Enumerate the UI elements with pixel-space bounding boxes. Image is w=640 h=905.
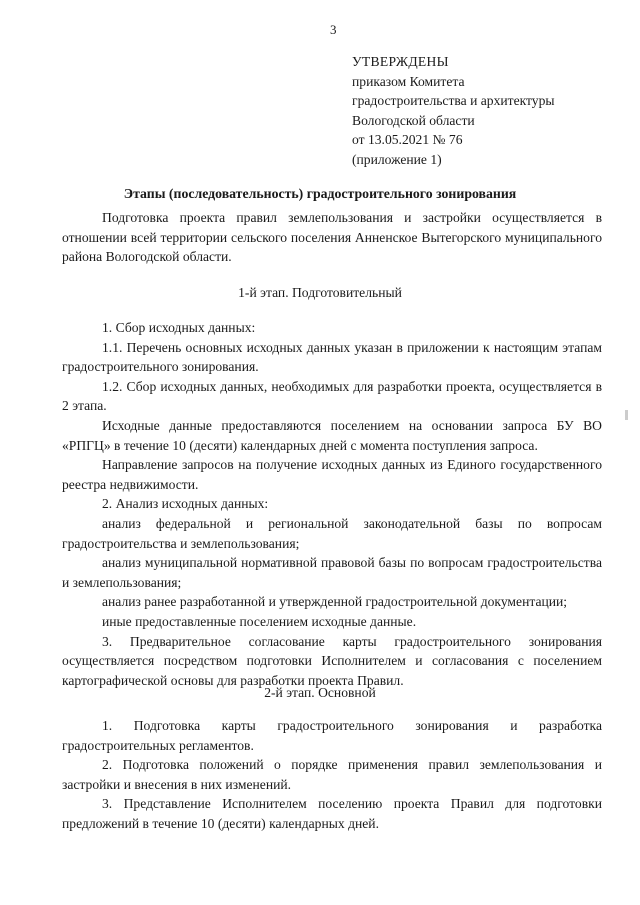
paragraph: 1. Сбор исходных данных:: [102, 320, 256, 335]
paragraph: 2. Анализ исходных данных:: [102, 496, 269, 512]
stage2-body: [62, 716, 602, 834]
approval-line: градостроительства и архитектуры: [352, 93, 555, 108]
stage1-heading: 1-й этап. Подготовительный: [238, 285, 402, 300]
approval-line: от 13.05.2021 № 76: [352, 132, 463, 147]
paragraph: анализ федеральной и региональной законодательной базы по вопросам градостроительства и землепользования;: [62, 515, 602, 551]
paragraph: 1.1. Перечень основных исходных данных указан в приложении к настоящим этапам градостроительного зонирования.: [62, 339, 602, 375]
approval-line: Вологодской области: [352, 112, 475, 128]
paragraph: 1.2. Сбор исходных данных, необходимых для разработки проекта, осуществляется в 2 этапа.: [62, 378, 602, 414]
paragraph: 3. Представление Исполнителем поселению проекта Правил для подготовки предложений в течение 10 (десяти) календарных дней.: [62, 796, 602, 831]
approval-title: УТВЕРЖДЕНЫ: [352, 54, 449, 69]
scan-margin-mark: [625, 410, 628, 420]
stage2-heading: 2-й этап. Основной: [264, 685, 376, 700]
intro-paragraph: Подготовка проекта правил землепользования и застройки осуществляется в отношении всей территории сельского поселения Анненское Вытегорского муниципального района Вологодской области.: [62, 210, 602, 265]
approval-stamp: [352, 52, 555, 169]
stage1-body: [62, 318, 602, 690]
approval-line: (приложение 1): [352, 151, 442, 167]
page-number: 3: [330, 22, 337, 37]
approval-line: приказом Комитета: [352, 73, 465, 89]
intro-block: [62, 208, 602, 267]
paragraph: 3. Предварительное согласование карты градостроительного зонирования осуществляется посредством подготовки Исполнителем и согласования с поселением картографической основы для разработки проекта Правил.: [62, 633, 602, 688]
paragraph: Исходные данные предоставляются поселением на основании запроса БУ ВО «РПГЦ» в течение 10 (десяти) календарных дней с момента поступления запроса.: [62, 417, 602, 453]
paragraph: 2. Подготовка положений о порядке применения правил землепользования и застройки и внесения в них изменений.: [62, 757, 602, 792]
paragraph: анализ муниципальной нормативной правовой базы по вопросам градостроительства и землепользования;: [62, 555, 602, 590]
paragraph: анализ ранее разработанной и утвержденной градостроительной документации;: [102, 594, 568, 610]
paragraph: Направление запросов на получение исходных данных из Единого государственного реестра недвижимости.: [62, 457, 602, 492]
paragraph: иные предоставленные поселением исходные данные.: [102, 613, 417, 629]
paragraph: 1. Подготовка карты градостроительного зонирования и разработка градостроительных регламентов.: [62, 718, 602, 753]
document-title: Этапы (последовательность) градостроительного зонирования: [123, 186, 517, 201]
